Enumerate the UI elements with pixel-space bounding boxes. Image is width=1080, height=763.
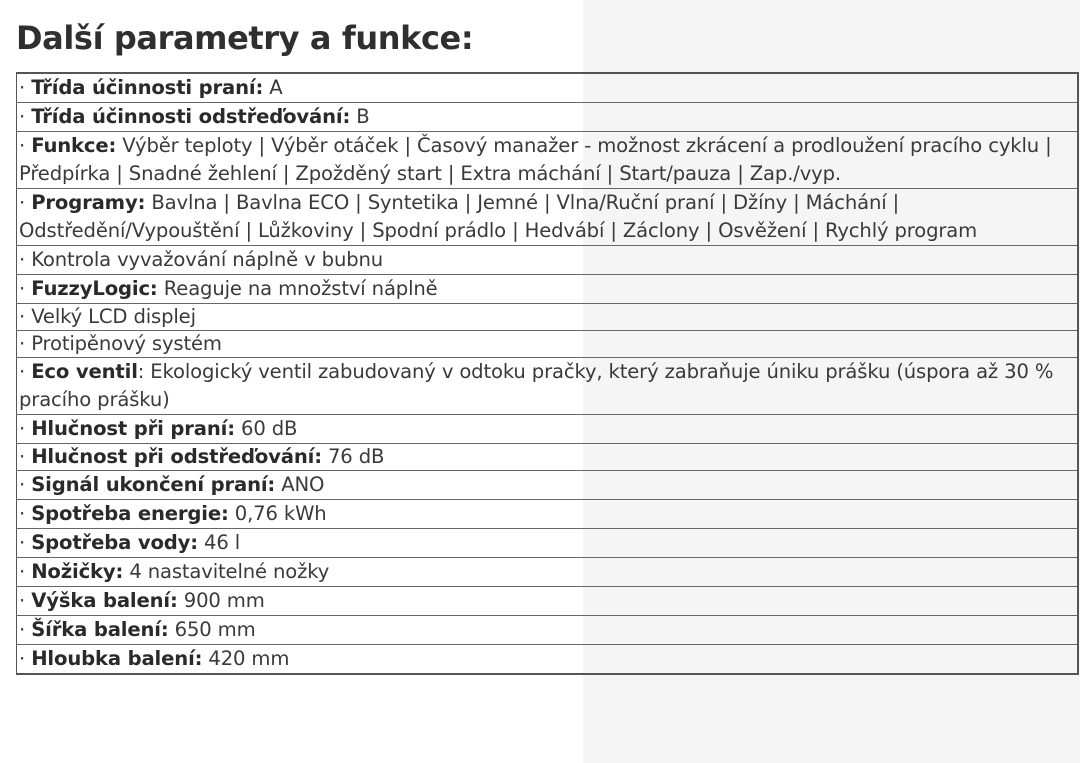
parameter-label: Hlučnost při praní: xyxy=(31,417,235,440)
parameter-cell xyxy=(17,358,1079,415)
parameter-cell xyxy=(17,73,1079,103)
table-row xyxy=(17,558,1079,587)
bullet: · xyxy=(19,502,26,525)
bullet: · xyxy=(19,360,26,383)
parameter-value: Velký LCD displej xyxy=(31,305,196,328)
parameter-value: Protipěnový systém xyxy=(31,332,222,355)
table-row xyxy=(17,132,1079,189)
parameter-value: 4 nastavitelné nožky xyxy=(123,560,330,583)
bullet: · xyxy=(19,445,26,468)
parameter-cell xyxy=(17,558,1079,587)
table-row xyxy=(17,616,1079,645)
parameter-value: Kontrola vyvažování náplně v bubnu xyxy=(31,248,384,271)
parameter-cell xyxy=(17,471,1079,500)
table-row xyxy=(17,103,1079,132)
bullet: · xyxy=(19,105,26,128)
bullet: · xyxy=(19,76,26,99)
parameters-table-body xyxy=(17,73,1079,674)
parameter-value: Reaguje na množství náplně xyxy=(157,277,438,300)
table-row xyxy=(17,645,1079,675)
parameter-cell xyxy=(17,500,1079,529)
parameter-label: Výška balení: xyxy=(31,589,178,612)
parameters-table xyxy=(16,72,1079,675)
bullet: · xyxy=(19,305,26,328)
parameter-value: 900 mm xyxy=(177,589,265,612)
bullet: · xyxy=(19,332,26,355)
parameter-cell xyxy=(17,189,1079,246)
parameter-value: 60 dB xyxy=(234,417,298,440)
table-row xyxy=(17,444,1079,471)
parameter-label: Programy: xyxy=(31,191,146,214)
parameter-cell xyxy=(17,246,1079,275)
bullet: · xyxy=(19,560,26,583)
bullet: · xyxy=(19,417,26,440)
table-row xyxy=(17,304,1079,331)
parameter-label: Nožičky: xyxy=(31,560,124,583)
parameter-value: Výběr teploty | Výběr otáček | Časový manažer - možnost zkrácení a prodloužení pracího cyklu | Předpírka | Snadné žehlení | Zpožděný start | Extra máchání | Start/pauza | Zap./vyp. xyxy=(19,134,1052,185)
parameter-value: 650 mm xyxy=(168,618,256,641)
bullet: · xyxy=(19,618,26,641)
table-row xyxy=(17,275,1079,304)
background-margin xyxy=(0,0,15,763)
parameter-value: 76 dB xyxy=(321,445,385,468)
parameter-cell xyxy=(17,331,1079,358)
bullet: · xyxy=(19,248,26,271)
bullet: · xyxy=(19,277,26,300)
table-row xyxy=(17,358,1079,415)
parameter-label: Eco ventil xyxy=(31,360,138,383)
parameter-cell xyxy=(17,529,1079,558)
table-row xyxy=(17,529,1079,558)
parameter-value: 46 l xyxy=(197,531,241,554)
parameter-cell xyxy=(17,275,1079,304)
table-row xyxy=(17,246,1079,275)
table-row xyxy=(17,189,1079,246)
bullet: · xyxy=(19,191,26,214)
parameter-label: Třída účinnosti praní: xyxy=(31,76,264,99)
parameter-label: Šířka balení: xyxy=(31,618,169,641)
table-row xyxy=(17,587,1079,616)
parameter-label: Spotřeba vody: xyxy=(31,531,198,554)
parameter-label: FuzzyLogic: xyxy=(31,277,158,300)
section-heading: Další parametry a funkce: xyxy=(16,19,474,57)
table-row xyxy=(17,73,1079,103)
parameter-cell xyxy=(17,587,1079,616)
parameter-label: Hlučnost při odstřeďování: xyxy=(31,445,322,468)
bullet: · xyxy=(19,647,26,670)
parameter-label: Signál ukončení praní: xyxy=(31,473,276,496)
bullet: · xyxy=(19,531,26,554)
parameter-cell xyxy=(17,616,1079,645)
table-row xyxy=(17,415,1079,444)
bullet: · xyxy=(19,134,26,157)
parameter-cell xyxy=(17,645,1079,675)
parameter-value: A xyxy=(263,76,283,99)
parameter-cell xyxy=(17,304,1079,331)
parameter-cell xyxy=(17,103,1079,132)
parameter-label: Hloubka balení: xyxy=(31,647,203,670)
parameter-value: 0,76 kWh xyxy=(228,502,327,525)
parameter-value: Bavlna | Bavlna ECO | Syntetika | Jemné | Vlna/Ruční praní | Džíny | Máchání | Odstředění/Vypouštění | Lůžkoviny | Spodní prádlo | Hedvábí | Záclony | Osvěžení | Rychlý program xyxy=(19,191,978,242)
parameter-label: Spotřeba energie: xyxy=(31,502,229,525)
parameter-value: : Ekologický ventil zabudovaný v odtoku pračky, který zabraňuje úniku prášku (úspora až 30 % pracího prášku) xyxy=(19,360,1054,411)
parameter-value: B xyxy=(350,105,370,128)
parameter-cell xyxy=(17,132,1079,189)
table-row xyxy=(17,500,1079,529)
table-row xyxy=(17,331,1079,358)
bullet: · xyxy=(19,473,26,496)
parameter-value: ANO xyxy=(275,473,325,496)
parameter-value: 420 mm xyxy=(202,647,290,670)
table-row xyxy=(17,471,1079,500)
parameter-label: Funkce: xyxy=(31,134,117,157)
bullet: · xyxy=(19,589,26,612)
parameter-cell xyxy=(17,415,1079,444)
parameter-label: Třída účinnosti odstřeďování: xyxy=(31,105,351,128)
parameter-cell xyxy=(17,444,1079,471)
